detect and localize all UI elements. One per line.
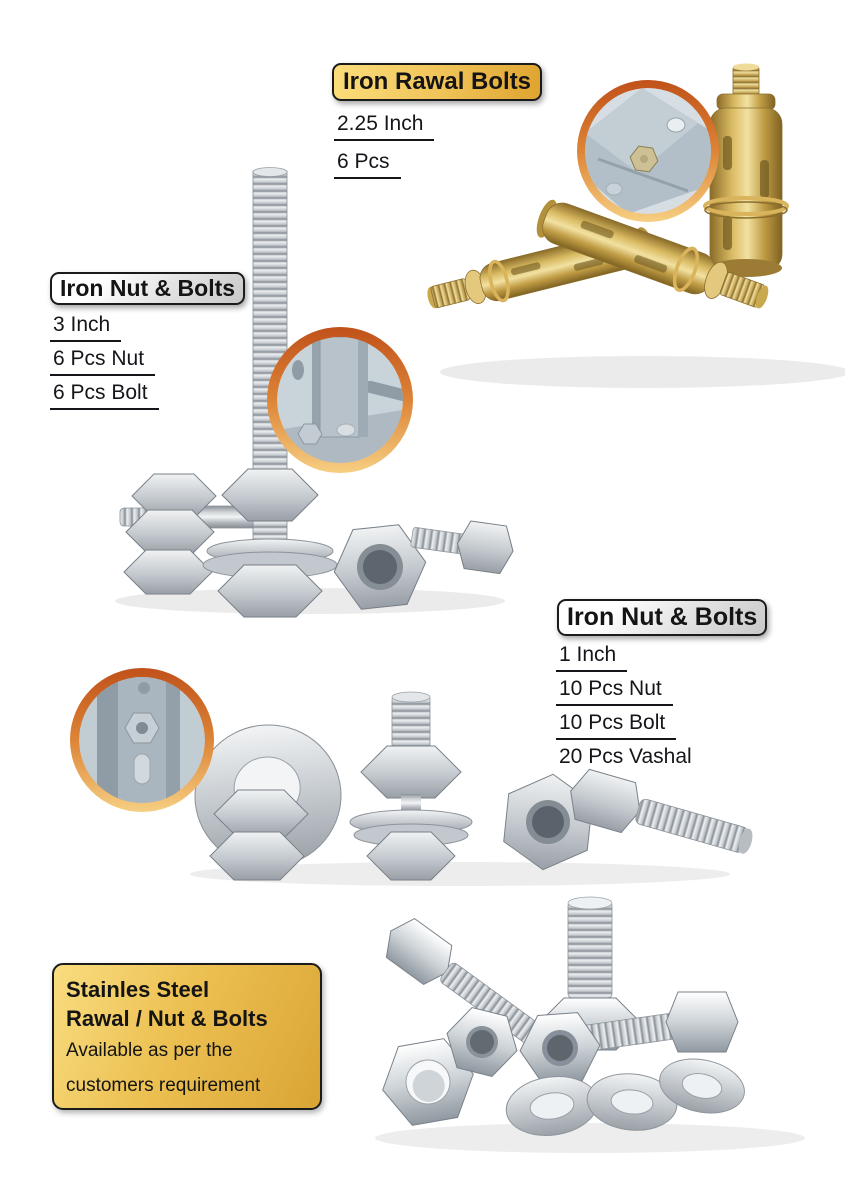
spec-size-3inch: 3 Inch (50, 313, 121, 342)
nut-bolts-3inch-title-badge: Iron Nut & Bolts (50, 272, 245, 305)
stainless-steel-photo (375, 897, 805, 1153)
rawal-title-badge: Iron Rawal Bolts (332, 63, 542, 101)
spec-qty-nut-1inch: 10 Pcs Nut (556, 677, 673, 706)
spec-qty-vashal-1inch: 20 Pcs Vashal (559, 745, 692, 768)
spec-qty-rawal: 6 Pcs (334, 150, 401, 179)
zoom-inset-1inch (70, 668, 214, 812)
spec-size-1inch: 1 Inch (556, 643, 627, 672)
spec-size-rawal: 2.25 Inch (334, 112, 434, 141)
spec-qty-bolt-1inch: 10 Pcs Bolt (556, 711, 676, 740)
stainless-title-line1: Stainles Steel (66, 977, 210, 1002)
stainless-description-line1: Available as per the (66, 1040, 233, 1061)
zoom-inset-rawal (577, 80, 719, 222)
spec-qty-nut-3inch: 6 Pcs Nut (50, 347, 155, 376)
spec-qty-bolt-3inch: 6 Pcs Bolt (50, 381, 159, 410)
nut-bolts-1inch-title-badge: Iron Nut & Bolts (557, 599, 767, 636)
stainless-description-line2: customers requirement (66, 1075, 261, 1096)
nut-bolts-1inch-photo (188, 692, 759, 886)
stainless-title-line2: Rawal / Nut & Bolts (66, 1006, 268, 1031)
zoom-inset-3inch (267, 327, 413, 473)
